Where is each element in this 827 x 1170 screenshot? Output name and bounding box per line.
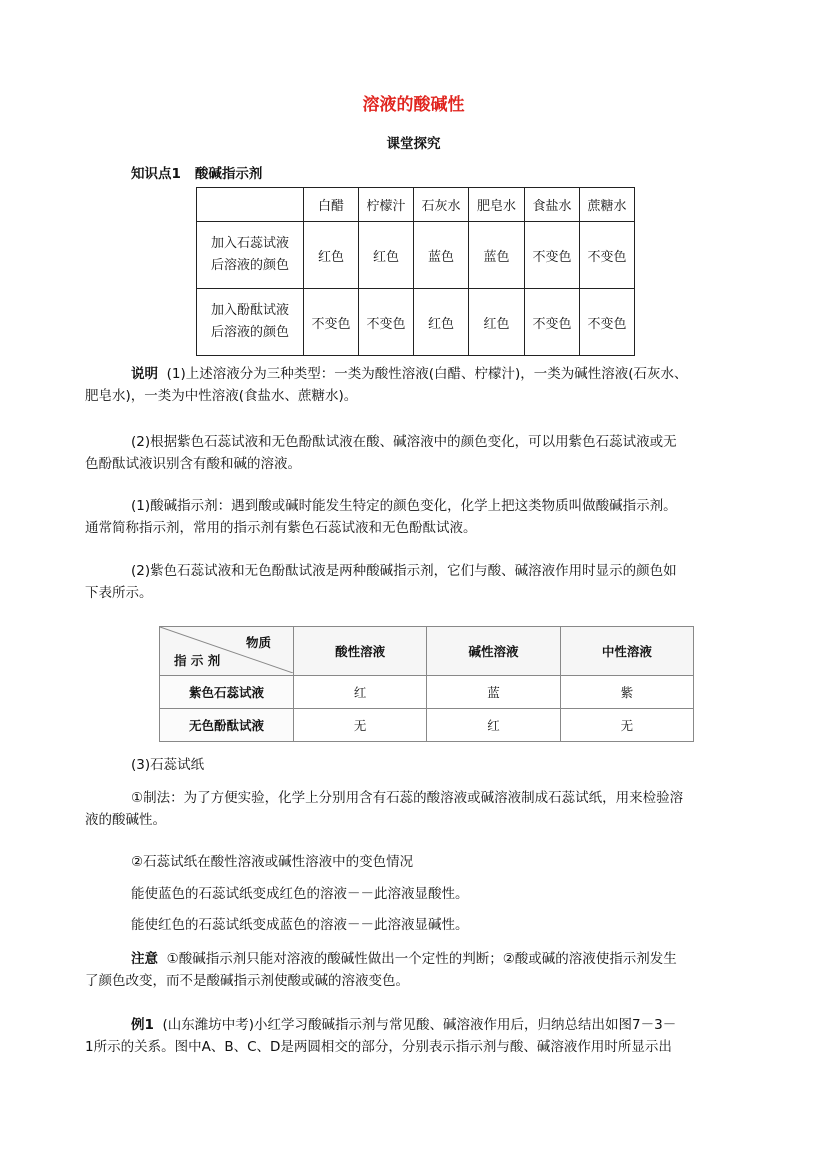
example-paragraph: 例1 (山东潍坊中考)小红学习酸碱指示剂与常见酸、碱溶液作用后，归纳总结出如图7－3－ 1所示的关系。图中A、B、C、D是两圆相交的部分，分别表示指示剂与酸、碱溶液作用时所显示出 <box>85 1017 677 1055</box>
row-label-cell: 加入酚酞试液 后溶液的颜色 <box>197 289 304 356</box>
litmus-change-heading: ②石蕊试纸在酸性溶液或碱性溶液中的变色情况 <box>131 854 414 870</box>
note-label: 说明 <box>131 366 158 382</box>
table-row <box>160 709 694 742</box>
table-header-row <box>197 188 635 222</box>
note-paragraph-1: 说明 (1)上述溶液分为三种类型：一类为酸性溶液(白醋、柠檬汁)，一类为碱性溶液(石灰水、 肥皂水)，一类为中性溶液(食盐水、蔗糖水)。 <box>85 366 688 404</box>
table-cell: 不变色 <box>580 289 635 356</box>
table-cell: 不变色 <box>359 289 414 356</box>
corner-bottom-label: 指 示 剂 <box>174 653 221 668</box>
attention-label: 注意 <box>131 951 158 967</box>
table-cell: 不变色 <box>525 289 580 356</box>
table-header-row <box>160 627 694 676</box>
table-header-cell: 酸性溶液 <box>294 627 427 676</box>
knowledge-point-heading <box>131 162 262 182</box>
example-label: 例1 <box>131 1017 154 1033</box>
table-header-cell: 中性溶液 <box>560 627 693 676</box>
table-row <box>197 222 635 289</box>
indicator-reference-table <box>159 626 694 742</box>
table-header-cell: 柠檬汁 <box>359 188 414 222</box>
litmus-change-acid: 能使蓝色的石蕊试纸变成红色的溶液－－此溶液显酸性。 <box>131 886 469 902</box>
corner-top-label: 物质 <box>245 635 271 650</box>
table-row <box>160 676 694 709</box>
table-cell: 红色 <box>304 222 359 289</box>
table-cell: 不变色 <box>525 222 580 289</box>
table-cell: 红色 <box>414 289 469 356</box>
table-cell: 不变色 <box>304 289 359 356</box>
table-cell: 红 <box>294 676 427 709</box>
table-cell: 蓝色 <box>414 222 469 289</box>
table-corner-cell <box>197 188 304 222</box>
litmus-heading: (3)石蕊试纸 <box>131 757 205 773</box>
table-cell: 无 <box>294 709 427 742</box>
note-paragraph-2: (2)根据紫色石蕊试液和无色酚酞试液在酸、碱溶液中的颜色变化，可以用紫色石蕊试液或无 色酚酞试液识别含有酸和碱的溶液。 <box>85 434 677 472</box>
page-title: 溶液的酸碱性 <box>362 95 465 115</box>
diagonal-corner-cell <box>160 627 294 676</box>
table-row <box>197 289 635 356</box>
row-label-cell: 紫色石蕊试液 <box>160 676 294 709</box>
knowledge-point-label: 知识点1 <box>131 166 181 182</box>
table-header-cell: 蔗糖水 <box>580 188 635 222</box>
table-cell: 蓝色 <box>469 222 525 289</box>
litmus-make-paragraph: ①制法：为了方便实验，化学上分别用含有石蕊的酸溶液或碱溶液制成石蕊试纸，用来检验溶 液的酸碱性。 <box>85 790 684 828</box>
table-cell: 红色 <box>359 222 414 289</box>
litmus-change-base: 能使红色的石蕊试纸变成蓝色的溶液－－此溶液显碱性。 <box>131 917 469 933</box>
indicator-paragraph: (2)紫色石蕊试液和无色酚酞试液是两种酸碱指示剂，它们与酸、碱溶液作用时显示的颜色如 下表所示。 <box>85 563 677 601</box>
table-cell: 蓝 <box>427 676 560 709</box>
table-header-cell: 碱性溶液 <box>427 627 560 676</box>
knowledge-point-name: 酸碱指示剂 <box>194 166 263 182</box>
definition-paragraph: (1)酸碱指示剂：遇到酸或碱时能发生特定的颜色变化，化学上把这类物质叫做酸碱指示剂。 通常简称指示剂，常用的指示剂有紫色石蕊试液和无色酚酞试液。 <box>85 498 677 536</box>
row-label-cell: 无色酚酞试液 <box>160 709 294 742</box>
row-label-cell: 加入石蕊试液 后溶液的颜色 <box>197 222 304 289</box>
table-header-cell: 食盐水 <box>525 188 580 222</box>
table-cell: 红色 <box>469 289 525 356</box>
table-header-cell: 白醋 <box>304 188 359 222</box>
table-header-cell: 肥皂水 <box>469 188 525 222</box>
table-cell: 不变色 <box>580 222 635 289</box>
table-cell: 紫 <box>560 676 693 709</box>
section-subtitle: 课堂探究 <box>386 136 441 152</box>
attention-paragraph: 注意 ①酸碱指示剂只能对溶液的酸碱性做出一个定性的判断；②酸或碱的溶液使指示剂发生 了颜色改变，而不是酸碱指示剂使酸或碱的溶液变色。 <box>85 951 677 989</box>
table-cell: 无 <box>560 709 693 742</box>
indicator-color-table <box>196 187 635 356</box>
table-header-cell: 石灰水 <box>414 188 469 222</box>
table-cell: 红 <box>427 709 560 742</box>
